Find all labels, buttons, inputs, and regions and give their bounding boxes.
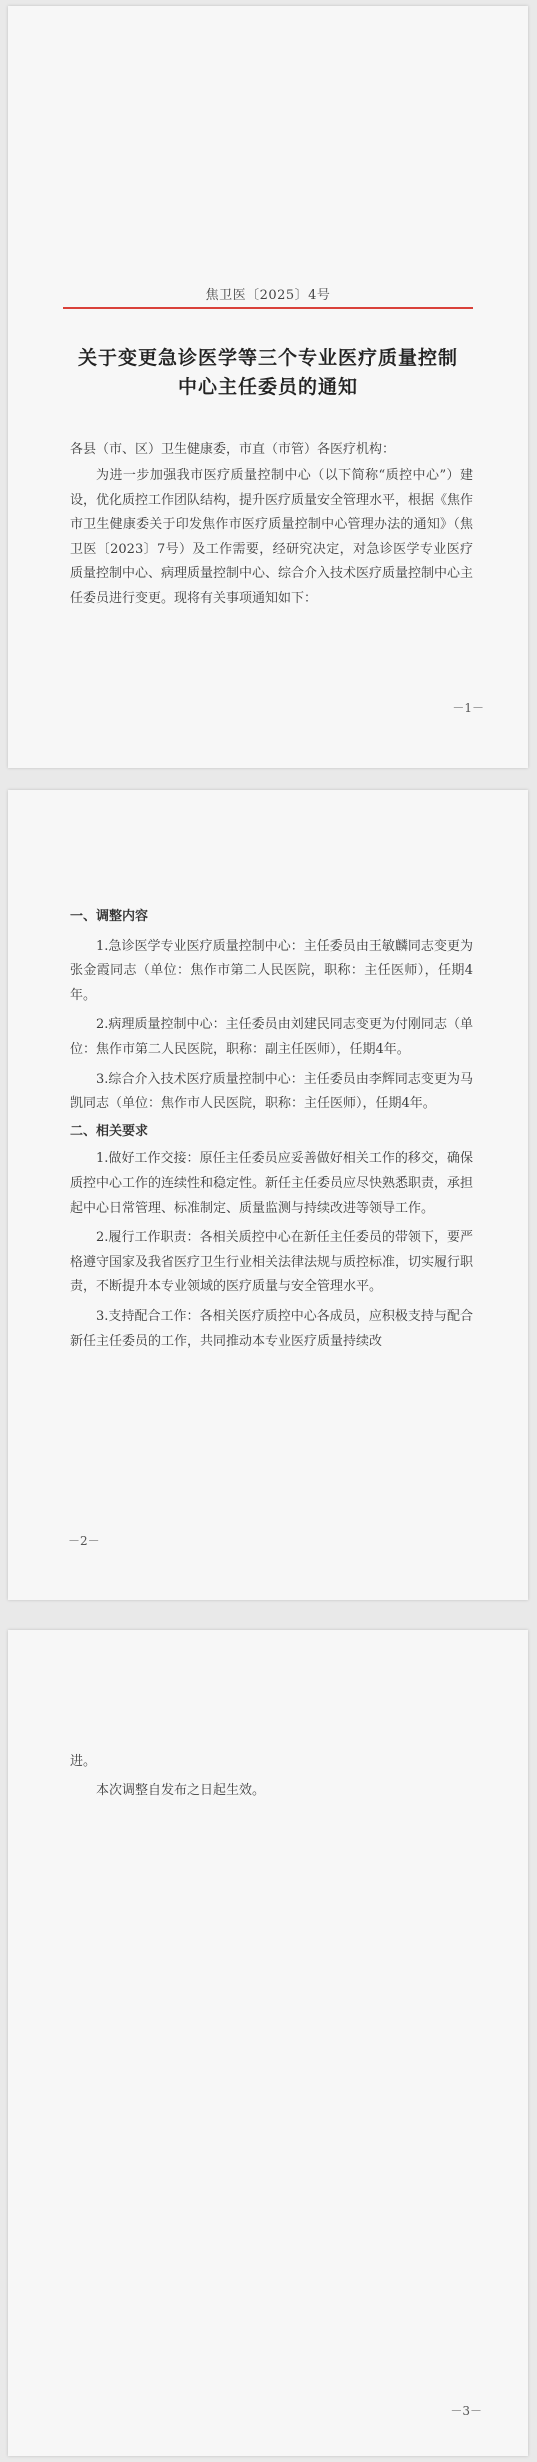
document-page-1: [8, 6, 528, 768]
requirement-3: 3.支持配合工作：各相关医疗质控中心各成员，应积极支持与配合新任主任委员的工作，共同推动本专业医疗质量持续改: [70, 1308, 473, 1349]
adjustment-item-1: 1.急诊医学专业医疗质量控制中心：主任委员由王敏麟同志变更为张金霞同志（单位：焦作市第二人民医院，职称：主任医师），任期4年。: [70, 938, 473, 1003]
intro-block: [70, 464, 473, 612]
continuation-text: 进。: [70, 1754, 97, 1769]
title-line-2: 中心主任委员的通知: [177, 376, 358, 398]
adjustment-item-2: 2.病理质量控制中心：主任委员由刘建民同志变更为付刚同志（单位：焦作市第二人民医院，职称：副主任医师），任期4年。: [70, 1017, 473, 1057]
section-heading-1: 一、调整内容: [70, 909, 149, 924]
salutation: 各县（市、区）卫生健康委，市直（市管）各医疗机构：: [70, 442, 396, 457]
section-heading-2: 二、相关要求: [70, 1123, 149, 1139]
document-number: 焦卫医〔2025〕4号: [205, 288, 331, 303]
requirement-1: 1.做好工作交接：原任主任委员应妥善做好相关工作的移交，确保质控中心工作的连续性和稳定性。新任主任委员应尽快熟悉职责，承担起中心日常管理、标准制定、质量监测与持续改进等领导工作。: [70, 1151, 474, 1216]
page-number: －3－: [450, 2404, 482, 2418]
document-page-2: [8, 790, 528, 1600]
requirement-2: 2.履行工作职责：各相关质控中心在新任主任委员的带领下，要严格遵守国家及我省医疗卫生行业相关法律法规与质控标准，切实履行职责，不断提升本专业领域的医疗质量与安全管理水平。: [70, 1230, 474, 1295]
document-title: [68, 344, 468, 402]
page-number: －1－: [452, 701, 484, 715]
document-page-3: [8, 1630, 528, 2456]
title-line-1: 关于变更急诊医学等三个专业医疗质量控制: [77, 347, 458, 369]
adjustment-item-3: 3.综合介入技术医疗质量控制中心：主任委员由李辉同志变更为马凯同志（单位：焦作市人民医院，职称：主任医师），任期4年。: [70, 1071, 473, 1112]
red-divider-line: [63, 307, 473, 309]
body-block-3: [70, 1750, 473, 1803]
body-block-2: [70, 905, 473, 1354]
intro-paragraph: 为进一步加强我市医疗质量控制中心（以下简称“质控中心”）建设，优化质控工作团队结构，提升医疗质量安全管理水平，根据《焦作市卫生健康委关于印发焦作市医疗质量控制中心管理办法的通知》（焦卫医〔2023〕7号）及工作需要，经研究决定，对急诊医学专业医疗质量控制中心、病理质量控制中心、综合介入技术医疗质量控制中心主任委员进行变更。现将有关事项通知如下：: [70, 468, 474, 606]
effective-notice: 本次调整自发布之日起生效。: [96, 1782, 266, 1798]
page-number: －2－: [68, 1534, 100, 1548]
